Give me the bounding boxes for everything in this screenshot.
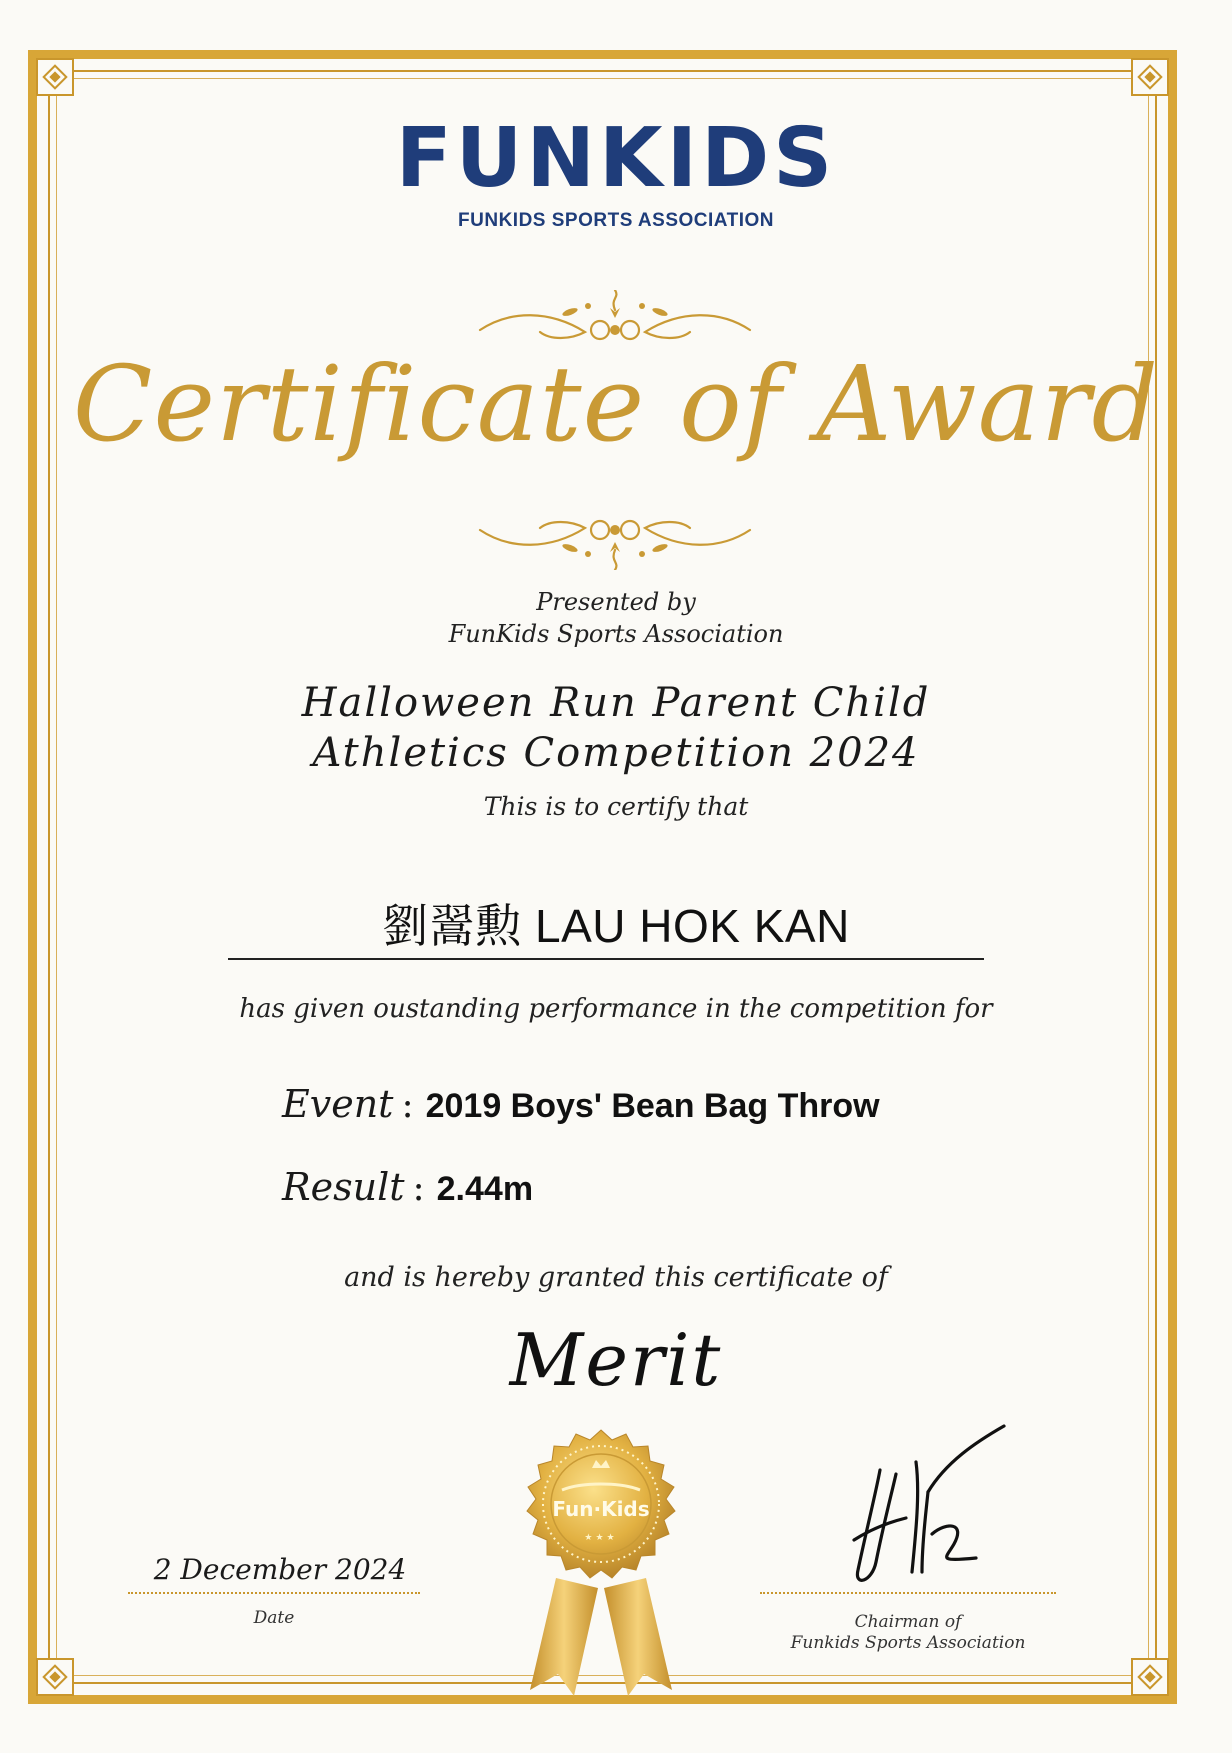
corner-ornament-icon bbox=[1131, 58, 1169, 96]
result-value: 2.44m bbox=[436, 1170, 534, 1208]
event-row bbox=[282, 1082, 880, 1126]
funkids-logo: FUNKIDS bbox=[395, 111, 837, 206]
competition-title bbox=[0, 678, 1232, 778]
recipient-underline bbox=[228, 958, 984, 960]
presented-by-text: Presented by bbox=[536, 588, 696, 616]
date-dotted-line bbox=[128, 1592, 420, 1594]
certify-text: This is to certify that bbox=[483, 792, 749, 821]
recipient-name: 劉翯勲 LAU HOK KAN bbox=[382, 900, 850, 952]
gold-seal-icon bbox=[512, 1428, 690, 1698]
flourish-ornament-icon bbox=[470, 500, 760, 570]
association-name: FUNKIDS SPORTS ASSOCIATION bbox=[458, 210, 774, 231]
event-colon: : bbox=[401, 1085, 414, 1126]
competition-title-line1: Halloween Run Parent Child bbox=[301, 680, 931, 726]
corner-ornament-icon bbox=[36, 1658, 74, 1696]
date-label: Date bbox=[253, 1608, 295, 1628]
signatory-title bbox=[760, 1612, 1056, 1654]
seal-text: Fun·Kids bbox=[552, 1497, 650, 1521]
chairman-signature bbox=[836, 1422, 1008, 1592]
result-row bbox=[282, 1165, 533, 1209]
granted-text: and is hereby granted this certificate of bbox=[344, 1262, 888, 1293]
result-colon: : bbox=[412, 1168, 425, 1209]
performance-text: has given oustanding performance in the competition for bbox=[239, 994, 993, 1024]
corner-ornament-icon bbox=[36, 58, 74, 96]
corner-ornament-icon bbox=[1131, 1658, 1169, 1696]
presented-org-text: FunKids Sports Association bbox=[448, 620, 784, 648]
result-label: Result bbox=[282, 1165, 405, 1209]
issue-date: 2 December 2024 bbox=[153, 1553, 407, 1586]
svg-text:★★★: ★★★ bbox=[584, 1533, 618, 1543]
competition-title-line2: Athletics Competition 2024 bbox=[312, 730, 920, 776]
event-label: Event bbox=[282, 1082, 394, 1126]
award-level: Merit bbox=[509, 1318, 723, 1402]
signatory-line2: Funkids Sports Association bbox=[790, 1633, 1026, 1653]
certificate-title: Certificate of Award bbox=[72, 343, 1160, 465]
event-value: 2019 Boys' Bean Bag Throw bbox=[425, 1087, 880, 1125]
signature-dotted-line bbox=[760, 1592, 1056, 1594]
signatory-line1: Chairman of bbox=[854, 1612, 962, 1632]
